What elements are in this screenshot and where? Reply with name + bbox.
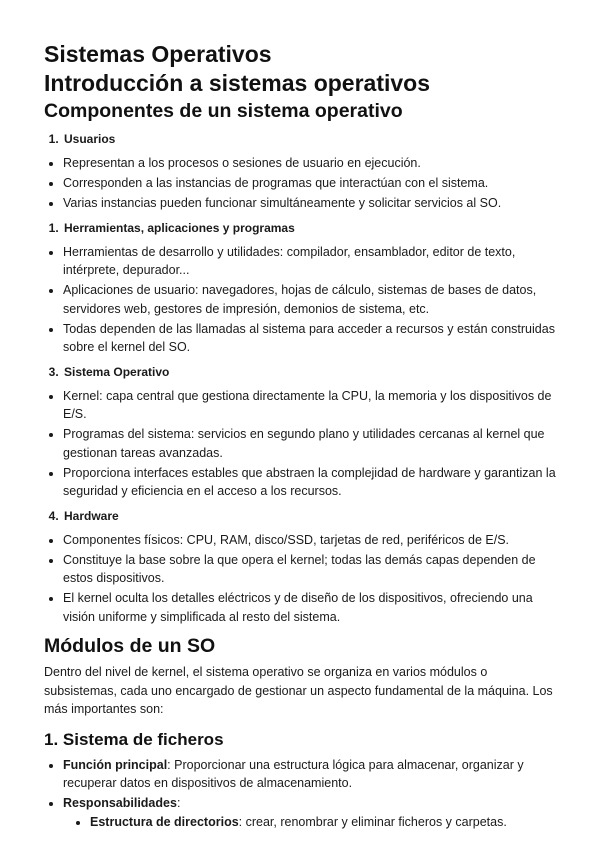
section-heading-componentes: Componentes de un sistema operativo bbox=[44, 100, 403, 122]
document-title: Sistemas Operativos bbox=[44, 41, 272, 67]
funcion-text: : Proporcionar una estructura lógica para almacenar, organizar y recuperar datos en dispositivos de almacenamiento. bbox=[63, 757, 524, 790]
layer-heading-sistema-operativo: 3. Sistema Operativo bbox=[62, 364, 556, 381]
bullet-item: • Proporciona interfaces estables que abstraen la complejidad de hardware y garantizan la seguridad y eficiencia en el acceso a los recursos. bbox=[63, 464, 556, 501]
layer-heading-list bbox=[44, 364, 556, 381]
layer-heading-herramientas: 1. Herramientas, aplicaciones y programas bbox=[62, 220, 556, 237]
layer-heading-usuarios: 1. Usuarios bbox=[62, 131, 556, 148]
layer-bullets-sistema-operativo bbox=[44, 387, 556, 501]
layer-heading-list bbox=[44, 131, 556, 148]
layer-bullets-hardware bbox=[44, 531, 556, 627]
sub-bullet-item bbox=[90, 813, 556, 832]
bullet-item-responsabilidades bbox=[63, 794, 556, 831]
bullet-item: • Todas dependen de las llamadas al sistema para acceder a recursos y están construidas sobre el kernel del SO. bbox=[63, 320, 556, 357]
bullet-item: • Programas del sistema: servicios en segundo plano y utilidades cercanas al kernel que gestionan tareas avanzadas. bbox=[63, 425, 556, 462]
document-subtitle: Introducción a sistemas operativos bbox=[44, 70, 431, 96]
bullet-item-funcion bbox=[63, 756, 556, 793]
layer-bullets-usuarios bbox=[44, 154, 556, 213]
bullet-item: • Representan a los procesos o sesiones de usuario en ejecución. bbox=[63, 154, 556, 173]
responsabilidades-sublist bbox=[63, 813, 556, 832]
bullet-item: • Kernel: capa central que gestiona directamente la CPU, la memoria y los dispositivos de E/S. bbox=[63, 387, 556, 424]
layer-bullets-herramientas bbox=[44, 243, 556, 357]
funcion-label: Función principal bbox=[63, 757, 168, 772]
sub-bullet-text: : crear, renombrar y eliminar ficheros y carpetas. bbox=[238, 814, 507, 829]
bullet-item: • Corresponden a las instancias de programas que interactúan con el sistema. bbox=[63, 174, 556, 193]
responsabilidades-label: Responsabilidades bbox=[63, 796, 177, 810]
layer-heading-list bbox=[44, 508, 556, 525]
bullet-item: • El kernel oculta los detalles eléctricos y de diseño de los dispositivos, ofreciendo una visión uniforme y simplificada al resto del sistema. bbox=[63, 589, 556, 626]
layer-heading-hardware: 4. Hardware bbox=[62, 508, 556, 525]
bullet-item: • Aplicaciones de usuario: navegadores, hojas de cálculo, sistemas de bases de datos, servidores web, gestores de impresión, demonios de sistema, etc. bbox=[63, 281, 556, 318]
section-intro-paragraph: Dentro del nivel de kernel, el sistema operativo se organiza en varios módulos o subsistemas, cada uno encargado de gestionar un aspecto fundamental de la máquina. Los más importantes son: bbox=[44, 665, 553, 716]
layer-heading-list bbox=[44, 220, 556, 237]
bullet-item: • Herramientas de desarrollo y utilidades: compilador, ensamblador, editor de texto, intérprete, depurador... bbox=[63, 243, 556, 280]
section-heading-modulos: Módulos de un SO bbox=[44, 635, 216, 657]
subsection-heading-sistema-ficheros: 1. Sistema de ficheros bbox=[44, 729, 224, 749]
bullet-item: • Constituye la base sobre la que opera el kernel; todas las demás capas dependen de estos dispositivos. bbox=[63, 551, 556, 588]
ficheros-bullets bbox=[44, 756, 556, 832]
sub-bullet-label: Estructura de directorios bbox=[90, 814, 239, 829]
responsabilidades-colon: : bbox=[176, 796, 181, 810]
bullet-item: • Componentes físicos: CPU, RAM, disco/SSD, tarjetas de red, periféricos de E/S. bbox=[63, 531, 556, 550]
bullet-item: • Varias instancias pueden funcionar simultáneamente y solicitar servicios al SO. bbox=[63, 194, 556, 213]
